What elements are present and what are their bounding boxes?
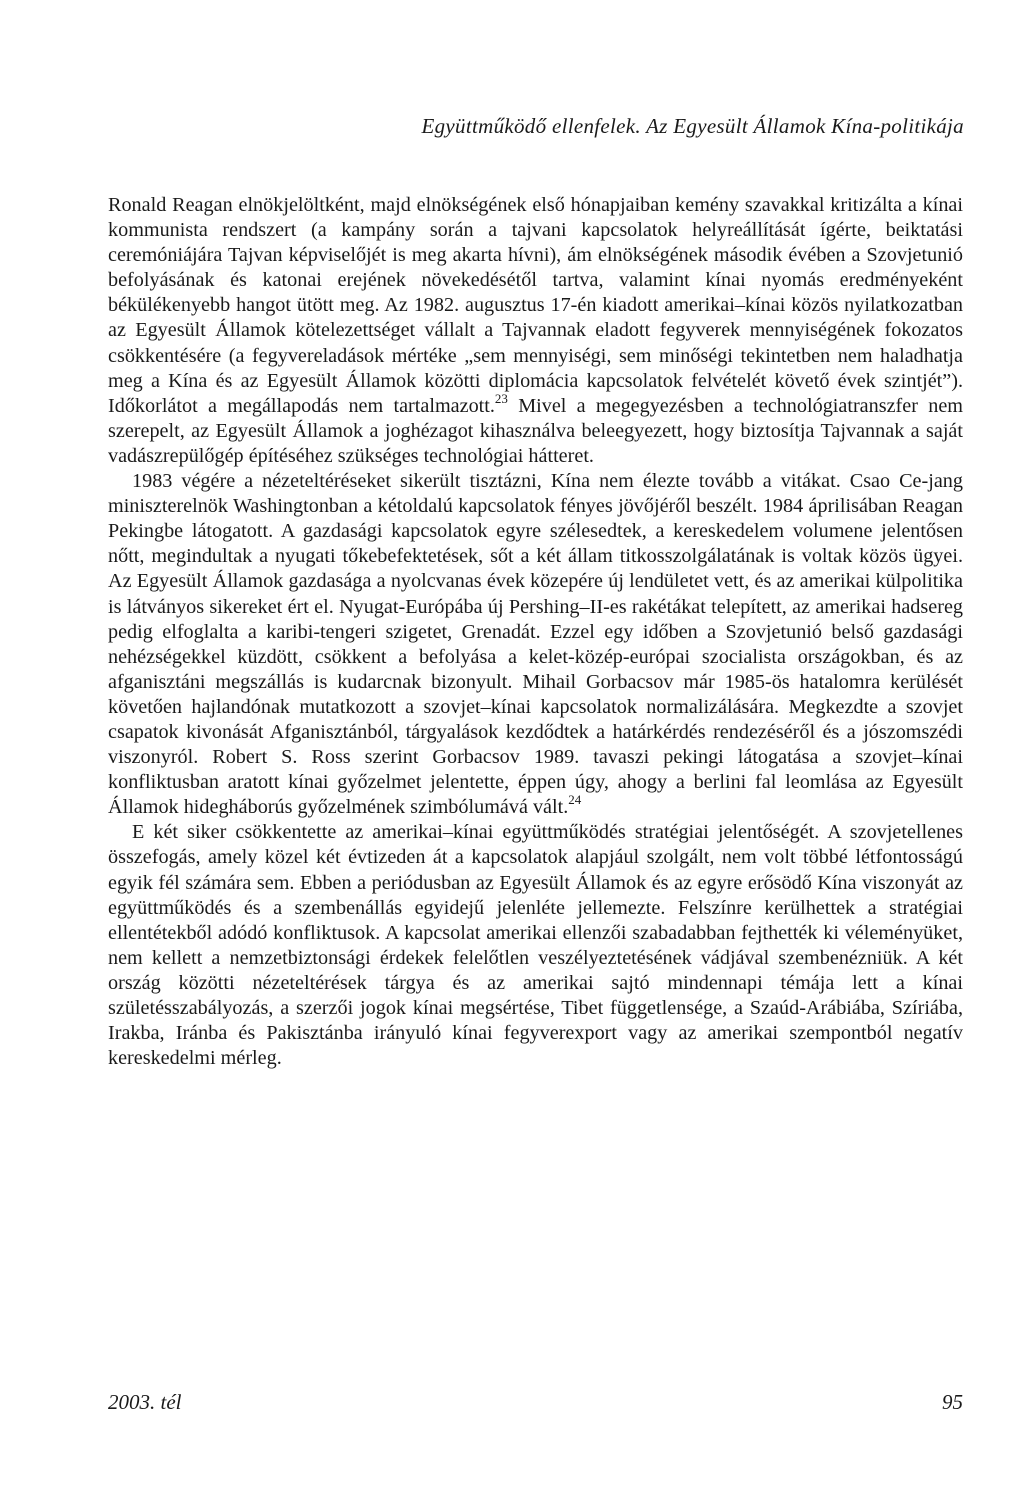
footnote-ref: 24 (568, 792, 582, 808)
paragraph-text: Ronald Reagan elnökjelöltként, majd elnökségének első hónapjaiban kemény szavakkal kritizálta a kínai kommunista rendszert (a kampány során a tajvani kapcsolatok helyreállítását ígérte, beiktatási ceremóniájára Tajvan képviselőjét is meg akarta hívni), ám elnökségének második évében a Szovjetunió befolyásának és katonai erejének növekedésétől tartva, valamint kínai nyomás eredményeként békülékenyebb hangot ütött meg. Az 1982. augusztus 17-én kiadott amerikai–kínai közös nyilatkozatban az Egyesült Államok kötelezettséget vállalt a Tajvannak eladott fegyverek mennyiségének fokozatos csökkentésére (a fegyvereladások mértéke „sem mennyiségi, sem minőségi tekintetben nem haladhatja meg a Kína és az Egyesült Államok közötti diplomácia kapcsolatok felvételét követő évek szintjét”). Időkorlátot a megállapodás nem tartalmazott. (108, 194, 963, 417)
paragraph (108, 193, 963, 469)
paragraph (108, 469, 963, 820)
issue-label: 2003. tél (108, 1390, 182, 1414)
running-header: Együttműködő ellenfelek. Az Egyesült Államok Kína-politikája (421, 114, 964, 138)
paragraph-text: E két siker csökkentette az amerikai–kínai együttműködés stratégiai jelentőségét. A szovjetellenes összefogás, amely közel két évtizeden át a kapcsolatok alapjául szolgált, nem volt többé létfontosságú egyik fél számára sem. Ebben a periódusban az Egyesült Államok és az egyre erősödő Kína viszonyát az együttműködés és a szembenállás egyidejű jelenléte jellemezte. Felszínre kerülhettek a stratégiai ellentétekből adódó konfliktusok. A kapcsolat amerikai ellenzői szabadabban fejthették ki véleményüket, nem kellett a nemzetbiztonsági érdekek felelőtlen veszélyeztetésének vádjával szembenézniük. A két ország közötti nézeteltérések tárgya és az amerikai sajtó mindennapi témája lett a kínai születésszabályozás, a szerzői jogok kínai megsértése, Tibet függetlensége, a Szaúd-Arábiába, Szíriába, Irakba, Iránba és Pakisztánba irányuló kínai fegyverexport vagy az amerikai szempontból negatív kereskedelmi mérleg. (108, 821, 963, 1070)
paragraph-text: 1983 végére a nézeteltéréseket sikerült tisztázni, Kína nem élezte tovább a vitákat. Csao Ce-jang miniszterelnök Washingtonban a kétoldalú kapcsolatok fényes jövőjéről beszélt. 1984 áprilisában Reagan Pekingbe látogatott. A gazdasági kapcsolatok egyre szélesedtek, a kereskedelem volumene jelentősen nőtt, megindultak a nyugati tőkebefektetések, sőt a két állam titkosszolgálatának is voltak közös ügyei. Az Egyesült Államok gazdasága a nyolcvanas évek közepére új lendületet vett, és az amerikai külpolitika is látványos sikereket ért el. Nyugat-Európába új Pershing–II-es rakétákat telepített, az amerikai hadsereg pedig elfoglalta a karibi-tengeri szigetet, Grenadát. Ezzel egy időben a Szovjetunió belső gazdasági nehézségekkel küzdött, csökkent a befolyása a kelet-közép-európai szocialista országokban, és az afganisztáni megszállás is kudarcnak bizonyult. Mihail Gorbacsov már 1985-ös hatalomra kerülését követően hajlandónak mutatkozott a szovjet–kínai kapcsolatok normalizálására. Megkezdte a szovjet csapatok kivonását Afganisztánból, tárgyalások kezdődtek a határkérdés rendezéséről és a jószomszédi viszonyról. Robert S. Ross szerint Gorbacsov 1989. tavaszi pekingi látogatása a szovjet–kínai konfliktusban aratott kínai győzelmet jelentette, éppen úgy, ahogy a berlini fal leomlása az Egyesült Államok hidegháborús győzelmének szimbólumává vált. (108, 470, 963, 819)
paragraph (108, 820, 963, 1071)
page-number: 95 (942, 1390, 963, 1414)
paragraph-text-continued: Mivel a megegyezésben a technológiatranszfer nem szerepelt, az Egyesült Államok a joghézagot kihasználva beleegyezett, hogy biztosítja Tajvannak a saját vadászrepülőgép építéséhez szükséges technológiai hátteret. (108, 394, 963, 467)
article-body (108, 193, 963, 1071)
footnote-ref: 23 (494, 390, 508, 406)
